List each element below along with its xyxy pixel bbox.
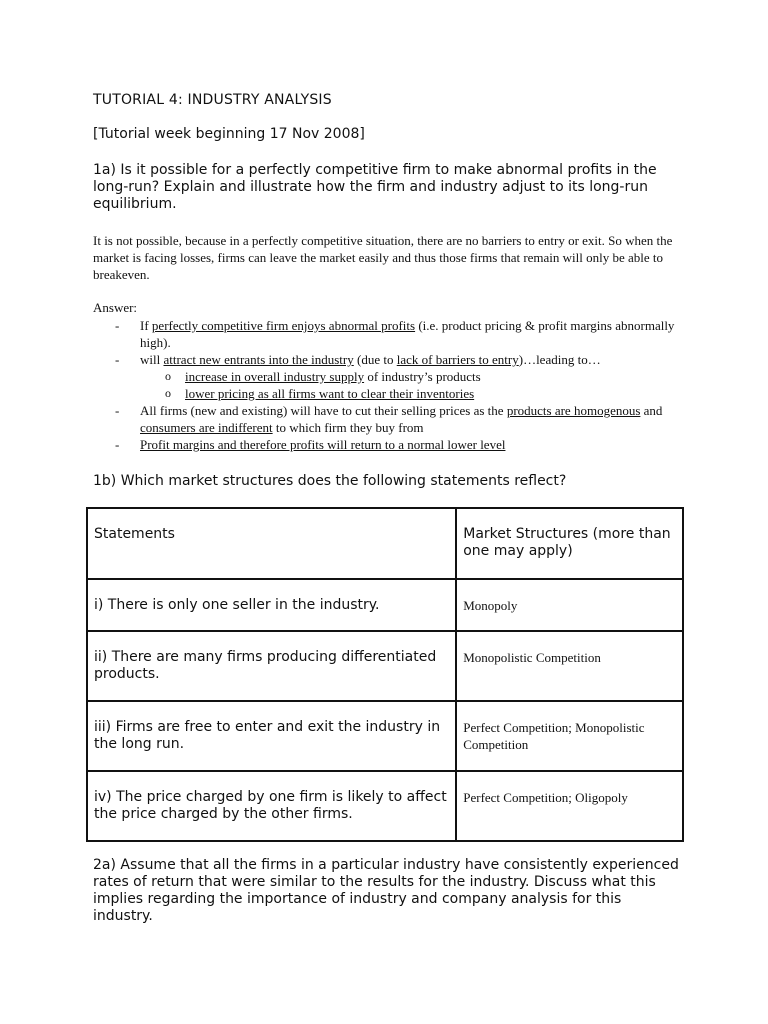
table-row [87,701,683,771]
header-statements: Statements [87,508,456,579]
table-row [87,579,683,631]
question-1a: 1a) Is it possible for a perfectly competitive firm to make abnormal profits in the long-run? Explain and illustrate how the firm and industry adjust to its long-run equilibrium. [93,162,657,212]
answer-item: - Profit margins and therefore profits will return to a normal lower level [115,437,506,452]
table-header-row [87,508,683,579]
answer-item: - All firms (new and existing) will have to cut their selling prices as the products are homogenous and consumers are indifferent to which firm they buy from [115,403,663,435]
answer-paragraph: It is not possible, because in a perfectly competitive situation, there are no barriers to entry or exit. So when the market is facing losses, firms can leave the market easily and thus those firms that remain will only be able to breakeven. [93,233,673,282]
statement-cell: iii) Firms are free to enter and exit the industry in the long run. [87,701,456,771]
question-1b: 1b) Which market structures does the following statements reflect? [93,473,567,489]
structure-cell: Perfect Competition; Monopolistic Competition [456,701,683,771]
structure-cell: Monopoly [456,579,683,631]
answer-label: Answer: [93,300,138,315]
statement-cell: iv) The price charged by one firm is likely to affect the price charged by the other firms. [87,771,456,841]
table-row [87,771,683,841]
answer-item: - If perfectly competitive firm enjoys abnormal profits (i.e. product pricing & profit margins abnormally high). [115,318,675,350]
header-structures: Market Structures (more than one may apply) [456,508,683,579]
tutorial-week: [Tutorial week beginning 17 Nov 2008] [93,126,365,142]
structure-cell: Perfect Competition; Oligopoly [456,771,683,841]
answer-subitem: o increase in overall industry supply of industry’s products [165,369,481,384]
statement-cell: ii) There are many firms producing differentiated products. [87,631,456,701]
statement-cell: i) There is only one seller in the industry. [87,579,456,631]
question-2a: 2a) Assume that all the firms in a particular industry have consistently experienced rates of return that were similar to the results for the industry. Discuss what this implies regarding the importance of industry and company analysis for this industry. [93,857,679,924]
page-title: TUTORIAL 4: INDUSTRY ANALYSIS [93,92,332,108]
table-row [87,631,683,701]
structure-cell: Monopolistic Competition [456,631,683,701]
answer-sublist [140,368,693,402]
answer-list [93,317,693,453]
answer-subitem: o lower pricing as all firms want to clear their inventories [165,386,475,401]
market-structures-table [86,507,684,842]
answer-item: - will attract new entrants into the industry (due to lack of barriers to entry)…leading to… o increase in overall industry supply of industry’s products o lower pricing as all firms want to clear their inventories [93,351,693,402]
